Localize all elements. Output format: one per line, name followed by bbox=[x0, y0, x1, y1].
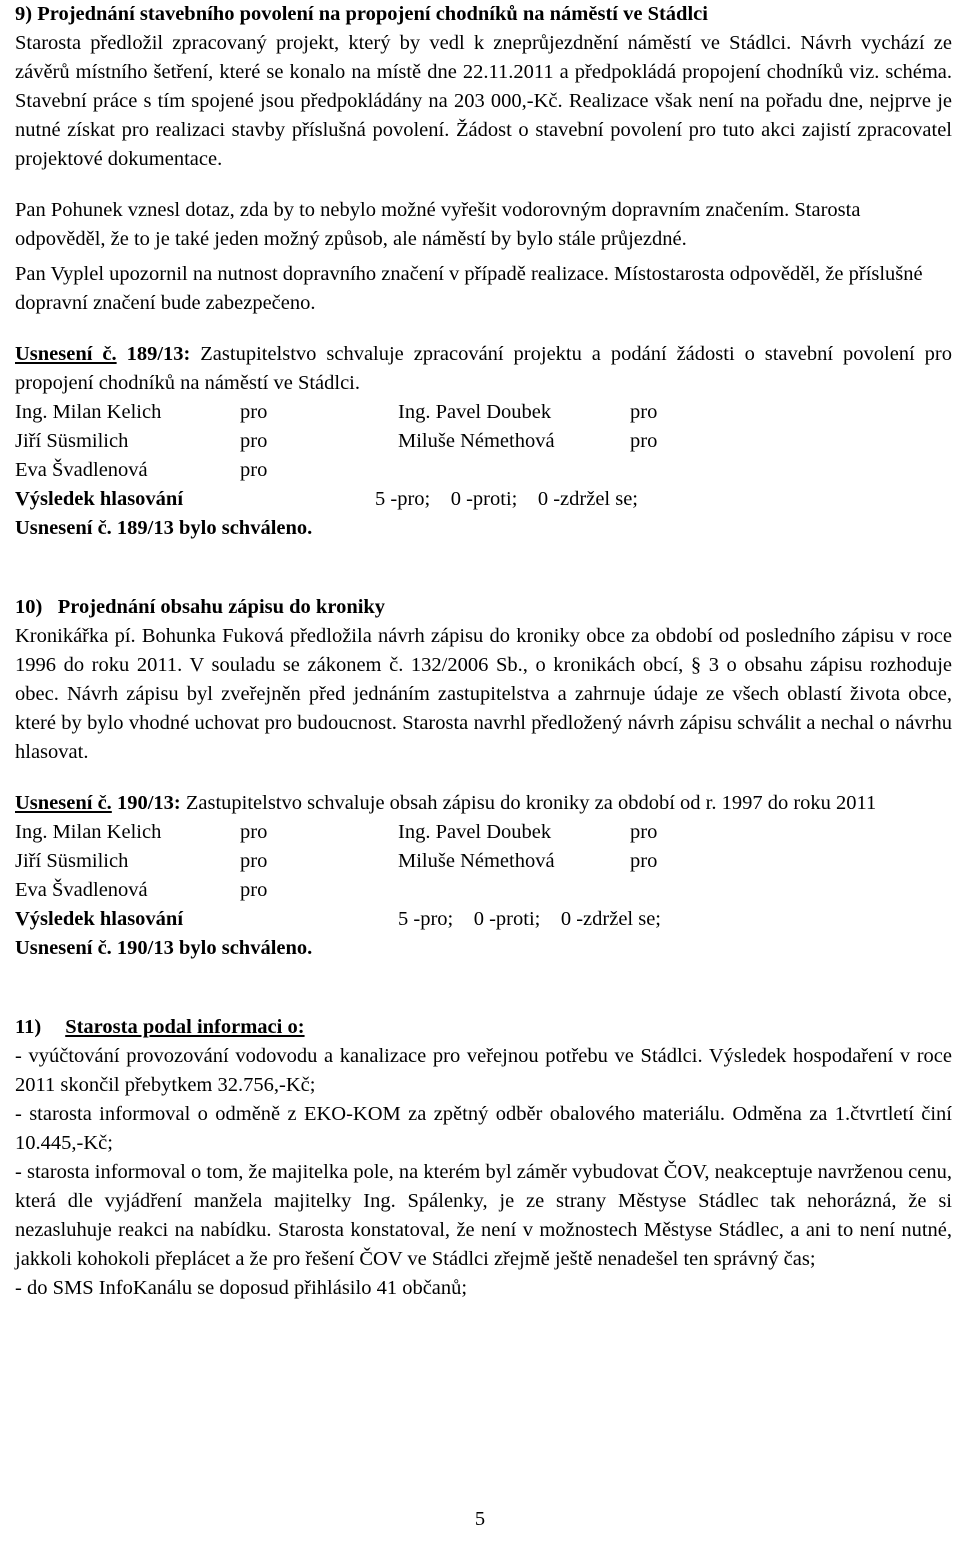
resolution-text: Zastupitelstvo schvaluje zpracování projektu a podání žádosti o stavební povolení pro propojení chodníků na náměstí ve Stádlci. bbox=[15, 343, 952, 394]
resolution-189 bbox=[15, 340, 952, 398]
voter-vote: pro bbox=[240, 430, 268, 452]
voter-vote bbox=[630, 456, 657, 485]
vote-result-label: Výsledek hlasování bbox=[15, 908, 184, 930]
voter-name: Miluše Némethová bbox=[398, 430, 555, 452]
vote-row bbox=[15, 818, 657, 847]
voter-vote: pro bbox=[240, 401, 268, 423]
section-9-traffic-paragraph: Pan Vyplel upozornil na nutnost dopravního značení v případě realizace. Místostarosta odpověděl, že příslušné dopravní značení bude zabezpečeno. bbox=[15, 263, 923, 314]
voter-name: Miluše Némethová bbox=[398, 850, 555, 872]
voter-name: Ing. Milan Kelich bbox=[15, 821, 162, 843]
vote-row bbox=[15, 876, 657, 905]
vote-result-189 bbox=[15, 485, 952, 514]
resolution-number: 190/13: bbox=[116, 792, 181, 814]
voter-name: Ing. Pavel Doubek bbox=[398, 401, 552, 423]
resolution-label: Usnesení č. bbox=[15, 343, 117, 365]
vote-result-counts: 5 -pro; 0 -proti; 0 -zdržel se; bbox=[375, 488, 639, 510]
section-10-paragraph: Kronikářka pí. Bohunka Fuková předložila návrh zápisu do kroniky obce za období od posledního zápisu v roce 1996 do roku 2011. V souladu se zákonem č. 132/2006 Sb., o kronikách obcí, § 3 o obsahu zápisu rozhoduje obec. Návrh zápisu byl zveřejněn před jednáním zastupitelstva a zahrnuje údaje ze všech oblastí života obce, které by bylo vhodné uchovat pro budoucnost. Starosta navrhl předložený návrh zápisu schválit a nechal o návrhu hlasovat. bbox=[15, 625, 952, 763]
document-page bbox=[15, 0, 952, 1303]
voter-vote: pro bbox=[240, 850, 268, 872]
voter-name: Jiří Süsmilich bbox=[15, 430, 129, 452]
voter-vote: pro bbox=[630, 850, 658, 872]
section-9-heading: 9) Projednání stavebního povolení na propojení chodníků na náměstí ve Stádlci bbox=[15, 3, 708, 25]
vote-table-189 bbox=[15, 398, 657, 485]
info-item: - do SMS InfoKanálu se doposud přihlásilo 41 občanů; bbox=[15, 1277, 468, 1299]
vote-row bbox=[15, 847, 657, 876]
section-11-number: 11) bbox=[15, 1016, 42, 1038]
vote-row bbox=[15, 456, 657, 485]
voter-vote: pro bbox=[240, 821, 268, 843]
voter-vote: pro bbox=[240, 459, 268, 481]
page-number: 5 bbox=[474, 1508, 486, 1530]
voter-name bbox=[398, 456, 630, 485]
voter-name: Ing. Pavel Doubek bbox=[398, 821, 552, 843]
section-11-title: Starosta podal informaci o: bbox=[65, 1016, 305, 1038]
voter-vote: pro bbox=[630, 401, 658, 423]
voter-vote: pro bbox=[240, 879, 268, 901]
resolution-approved-190: Usnesení č. 190/13 bylo schváleno. bbox=[15, 937, 313, 959]
vote-result-190 bbox=[15, 905, 952, 934]
info-list bbox=[15, 1042, 952, 1303]
info-item: - vyúčtování provozování vodovodu a kanalizace pro veřejnou potřebu ve Stádlci. Výsledek hospodaření v roce 2011 skončil přebytkem 32.756,-Kč; bbox=[15, 1045, 952, 1096]
vote-row bbox=[15, 398, 657, 427]
resolution-text: Zastupitelstvo schvaluje obsah zápisu do kroniky za období od r. 1997 do roku 2011 bbox=[180, 792, 877, 814]
section-9-question-paragraph: Pan Pohunek vznesl dotaz, zda by to nebylo možné vyřešit vodorovným dopravním značením. Starosta odpověděl, že to je také jeden možný způsob, ale náměstí by bylo stále průjezdné. bbox=[15, 199, 861, 250]
resolution-190 bbox=[15, 789, 952, 818]
section-11-heading bbox=[15, 1013, 952, 1042]
info-item: - starosta informoval o tom, že majitelka pole, na kterém byl záměr vybudovat ČOV, neakceptuje navrženou cenu, která dle vyjádření manžela majitelky Ing. Spálenky, je ze strany Městyse Stádlec tak nehorázná, že si nezasluhuje reakci na nabídku. Starosta konstatoval, že není v možnostech Městyse Stádlec, a ani to není nutné, jakkoli kohokoli přeplácet a že pro řešení ČOV ve Stádlci zřejmě ještě nenadešel ten správný čas; bbox=[15, 1161, 952, 1270]
vote-table-190 bbox=[15, 818, 657, 905]
voter-name: Jiří Süsmilich bbox=[15, 850, 129, 872]
resolution-approved-189: Usnesení č. 189/13 bylo schváleno. bbox=[15, 517, 313, 539]
info-item: - starosta informoval o odměně z EKO-KOM za zpětný odběr obalového materiálu. Odměna za 1.čtvrtletí činí 10.445,-Kč; bbox=[15, 1103, 952, 1154]
resolution-label: Usnesení č. bbox=[15, 792, 112, 814]
section-10-heading: 10) Projednání obsahu zápisu do kroniky bbox=[15, 596, 386, 618]
resolution-number: 189/13: bbox=[126, 343, 191, 365]
vote-result-label: Výsledek hlasování bbox=[15, 488, 184, 510]
voter-name: Eva Švadlenová bbox=[15, 879, 148, 901]
voter-name bbox=[398, 876, 630, 905]
voter-vote: pro bbox=[630, 430, 658, 452]
voter-vote: pro bbox=[630, 821, 658, 843]
voter-vote bbox=[630, 876, 657, 905]
vote-result-counts: 5 -pro; 0 -proti; 0 -zdržel se; bbox=[398, 908, 662, 930]
section-9-paragraph: Starosta předložil zpracovaný projekt, který by vedl k zneprůjezdnění náměstí ve Stádlci. Návrh vychází ze závěrů místního šetření, které se konalo na místě dne 22.11.2011 a předpokládá propojení chodníků viz. schéma. Stavební práce s tím spojené jsou předpokládány na 203 000,-Kč. Realizace však není na pořadu dne, nejprve je nutné získat pro realizaci stavby příslušná povolení. Žádost o stavební povolení pro tuto akci zajistí zpracovatel projektové dokumentace. bbox=[15, 32, 952, 170]
vote-row bbox=[15, 427, 657, 456]
voter-name: Ing. Milan Kelich bbox=[15, 401, 162, 423]
voter-name: Eva Švadlenová bbox=[15, 459, 148, 481]
